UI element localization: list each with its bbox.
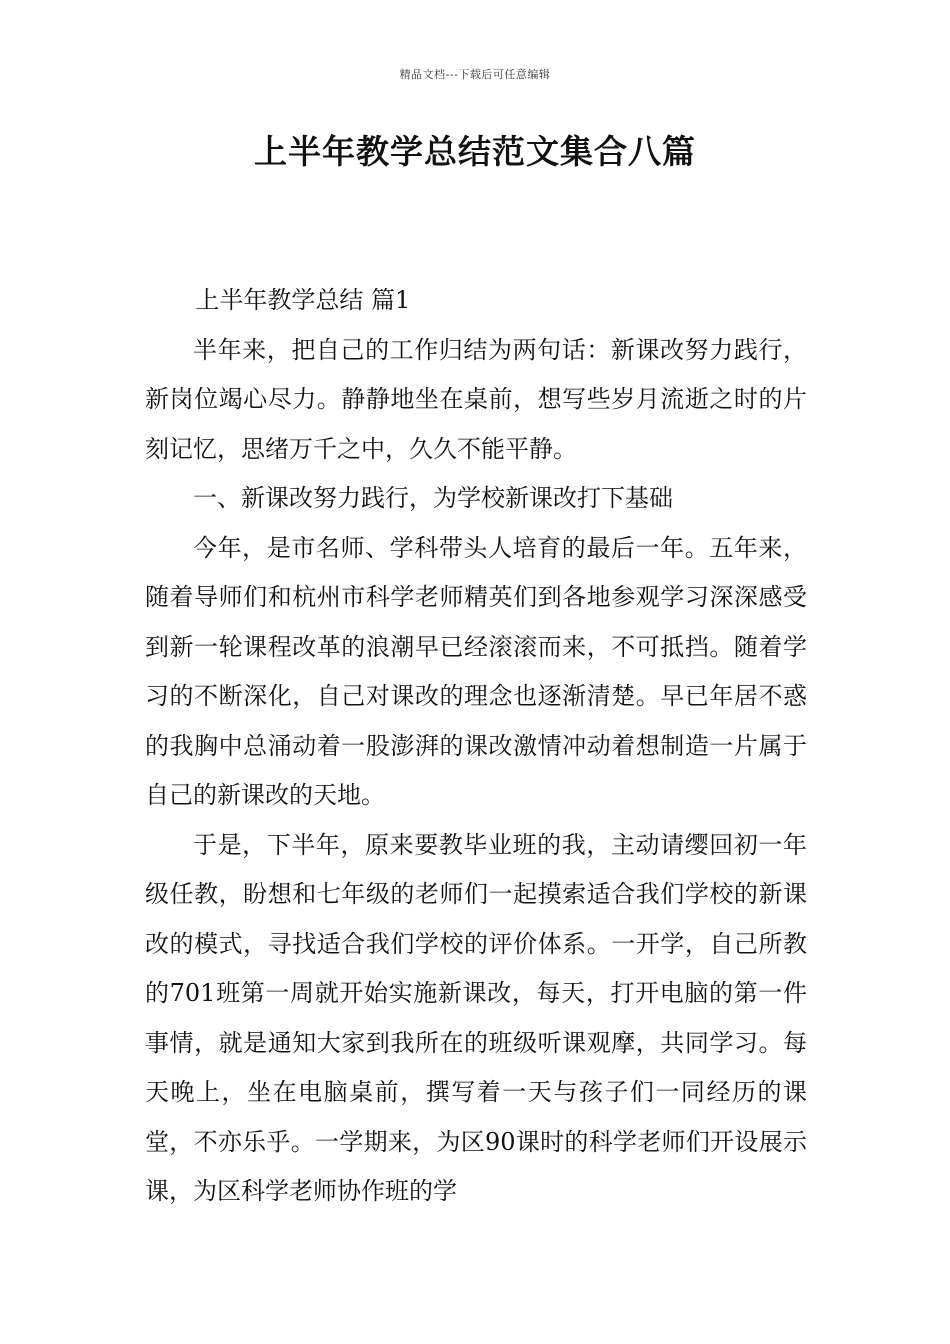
- document-title: 上半年教学总结范文集合八篇: [254, 132, 696, 171]
- document-body: [145, 276, 807, 1217]
- subheading-one: 一、新课改努力践行，为学校新课改打下基础: [193, 484, 673, 512]
- section-title: 上半年教学总结 篇1: [195, 286, 411, 314]
- header-note: 精品文档---下载后可任意编辑: [399, 68, 551, 81]
- paragraph-reform: 今年，是市名师、学科带头人培育的最后一年。五年来，随着导师们和杭州市科学老师精英们到各地参观学习深深感受到新一轮课程改革的浪潮早已经滚滚而来，不可抵挡。随着学习的不断深化，自己对课改的理念也逐渐清楚。早已年居不惑的我胸中总涌动着一股澎湃的课改激情冲动着想制造一片属于自己的新课改的天地。: [145, 533, 807, 809]
- paragraph-second-half: 于是，下半年，原来要教毕业班的我，主动请缨回初一年级任教，盼想和七年级的老师们一起摸索适合我们学校的新课改的模式，寻找适合我们学校的评价体系。一开学，自己所教的701班第一周就开始实施新课改，每天，打开电脑的第一件事情，就是通知大家到我所在的班级听课观摩，共同学习。每天晚上，坐在电脑桌前，撰写着一天与孩子们一同经历的课堂，不亦乐乎。一学期来，为区90课时的科学老师们开设展示课，为区科学老师协作班的学: [145, 830, 807, 1205]
- paragraph-intro: 半年来，把自己的工作归结为两句话：新课改努力践行，新岗位竭心尽力。静静地坐在桌前，想写些岁月流逝之时的片刻记忆，思绪万千之中，久久不能平静。: [145, 335, 807, 463]
